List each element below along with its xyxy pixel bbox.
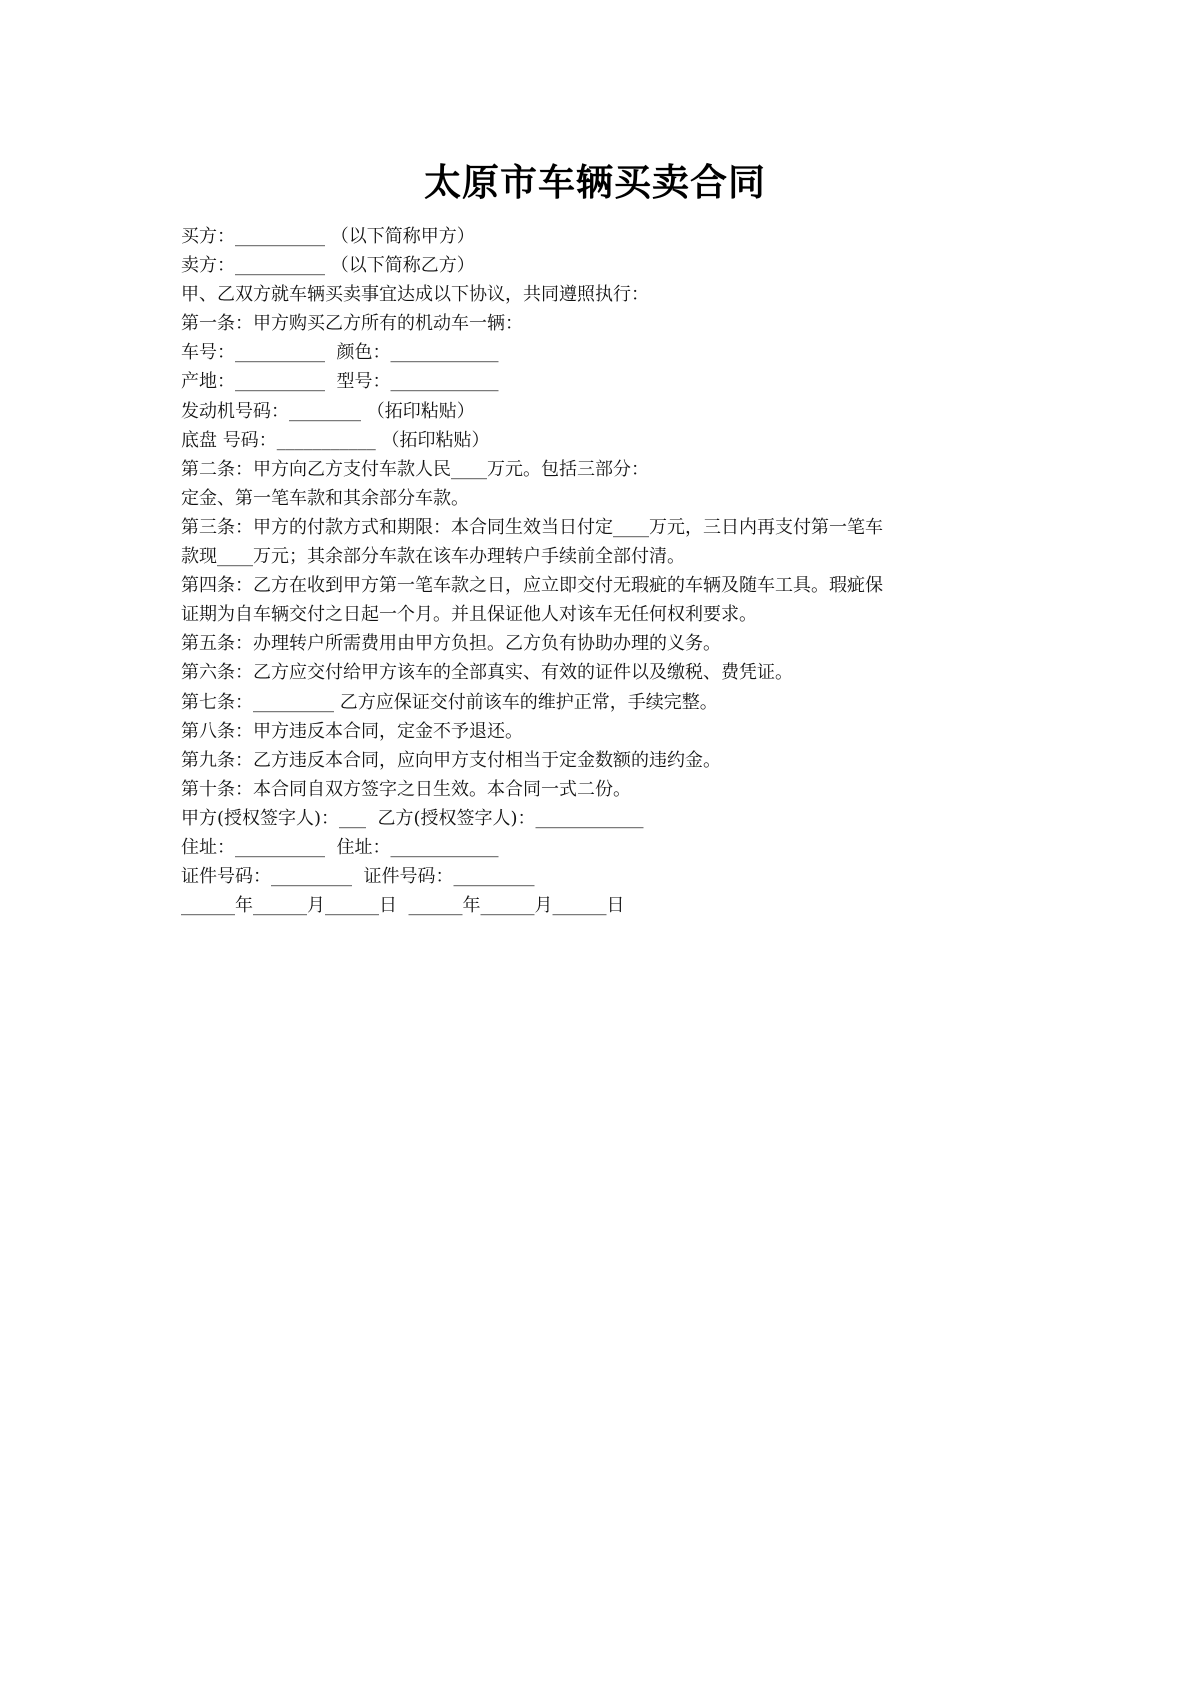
article-2-cont: 定金、第一笔车款和其余部分车款。 [181,487,469,509]
article-6: 第六条：乙方应交付给甲方该车的全部真实、有效的证件以及缴税、费凭证。 [181,662,793,684]
buyer-line: 买方：__________ （以下简称甲方） [181,226,475,247]
address-line: 住址：__________ 住址：____________ [181,836,499,858]
article-2: 第二条：甲方向乙方支付车款人民____万元。包括三部分： [181,458,649,480]
origin-model-line: 产地：__________ 型号：____________ [181,371,499,393]
id-number-line: 证件号码：_________ 证件号码：_________ [181,866,535,888]
document-body [181,222,1021,920]
document-title: 太原市车辆买卖合同 [424,161,766,204]
article-4-cont: 证期为自车辆交付之日起一个月。并且保证他人对该车无任何权利要求。 [181,604,757,626]
engine-number-line: 发动机号码：________ （拓印粘贴） [181,400,475,422]
article-7: 第七条：_________ 乙方应保证交付前该车的维护正常，手续完整。 [181,691,718,713]
article-3: 第三条：甲方的付款方式和期限：本合同生效当日付定____万元，三日内再支付第一笔车 [181,516,883,538]
signatory-line: 甲方(授权签字人)：___ 乙方(授权签字人)：____________ [181,807,644,829]
article-10: 第十条：本合同自双方签字之日生效。本合同一式二份。 [181,778,631,800]
article-3-cont: 款现____万元；其余部分车款在该车办理转户手续前全部付清。 [181,546,685,568]
plate-color-line: 车号：__________ 颜色：____________ [181,342,499,364]
article-4: 第四条：乙方在收到甲方第一笔车款之日，应立即交付无瑕疵的车辆及随车工具。瑕疵保 [181,575,883,597]
chassis-number-line: 底盘 号码：___________ （拓印粘贴） [181,429,490,451]
agreement-intro: 甲、乙双方就车辆买卖事宜达成以下协议，共同遵照执行： [181,284,649,306]
article-5: 第五条：办理转户所需费用由甲方负担。乙方负有协助办理的义务。 [181,633,721,655]
date-line: ______年______月______日 ______年______月______日 [181,895,625,917]
seller-line: 卖方：__________ （以下简称乙方） [181,255,475,277]
article-8: 第八条：甲方违反本合同，定金不予退还。 [181,720,523,742]
article-1: 第一条：甲方购买乙方所有的机动车一辆： [181,313,523,335]
article-9: 第九条：乙方违反本合同，应向甲方支付相当于定金数额的违约金。 [181,749,721,771]
